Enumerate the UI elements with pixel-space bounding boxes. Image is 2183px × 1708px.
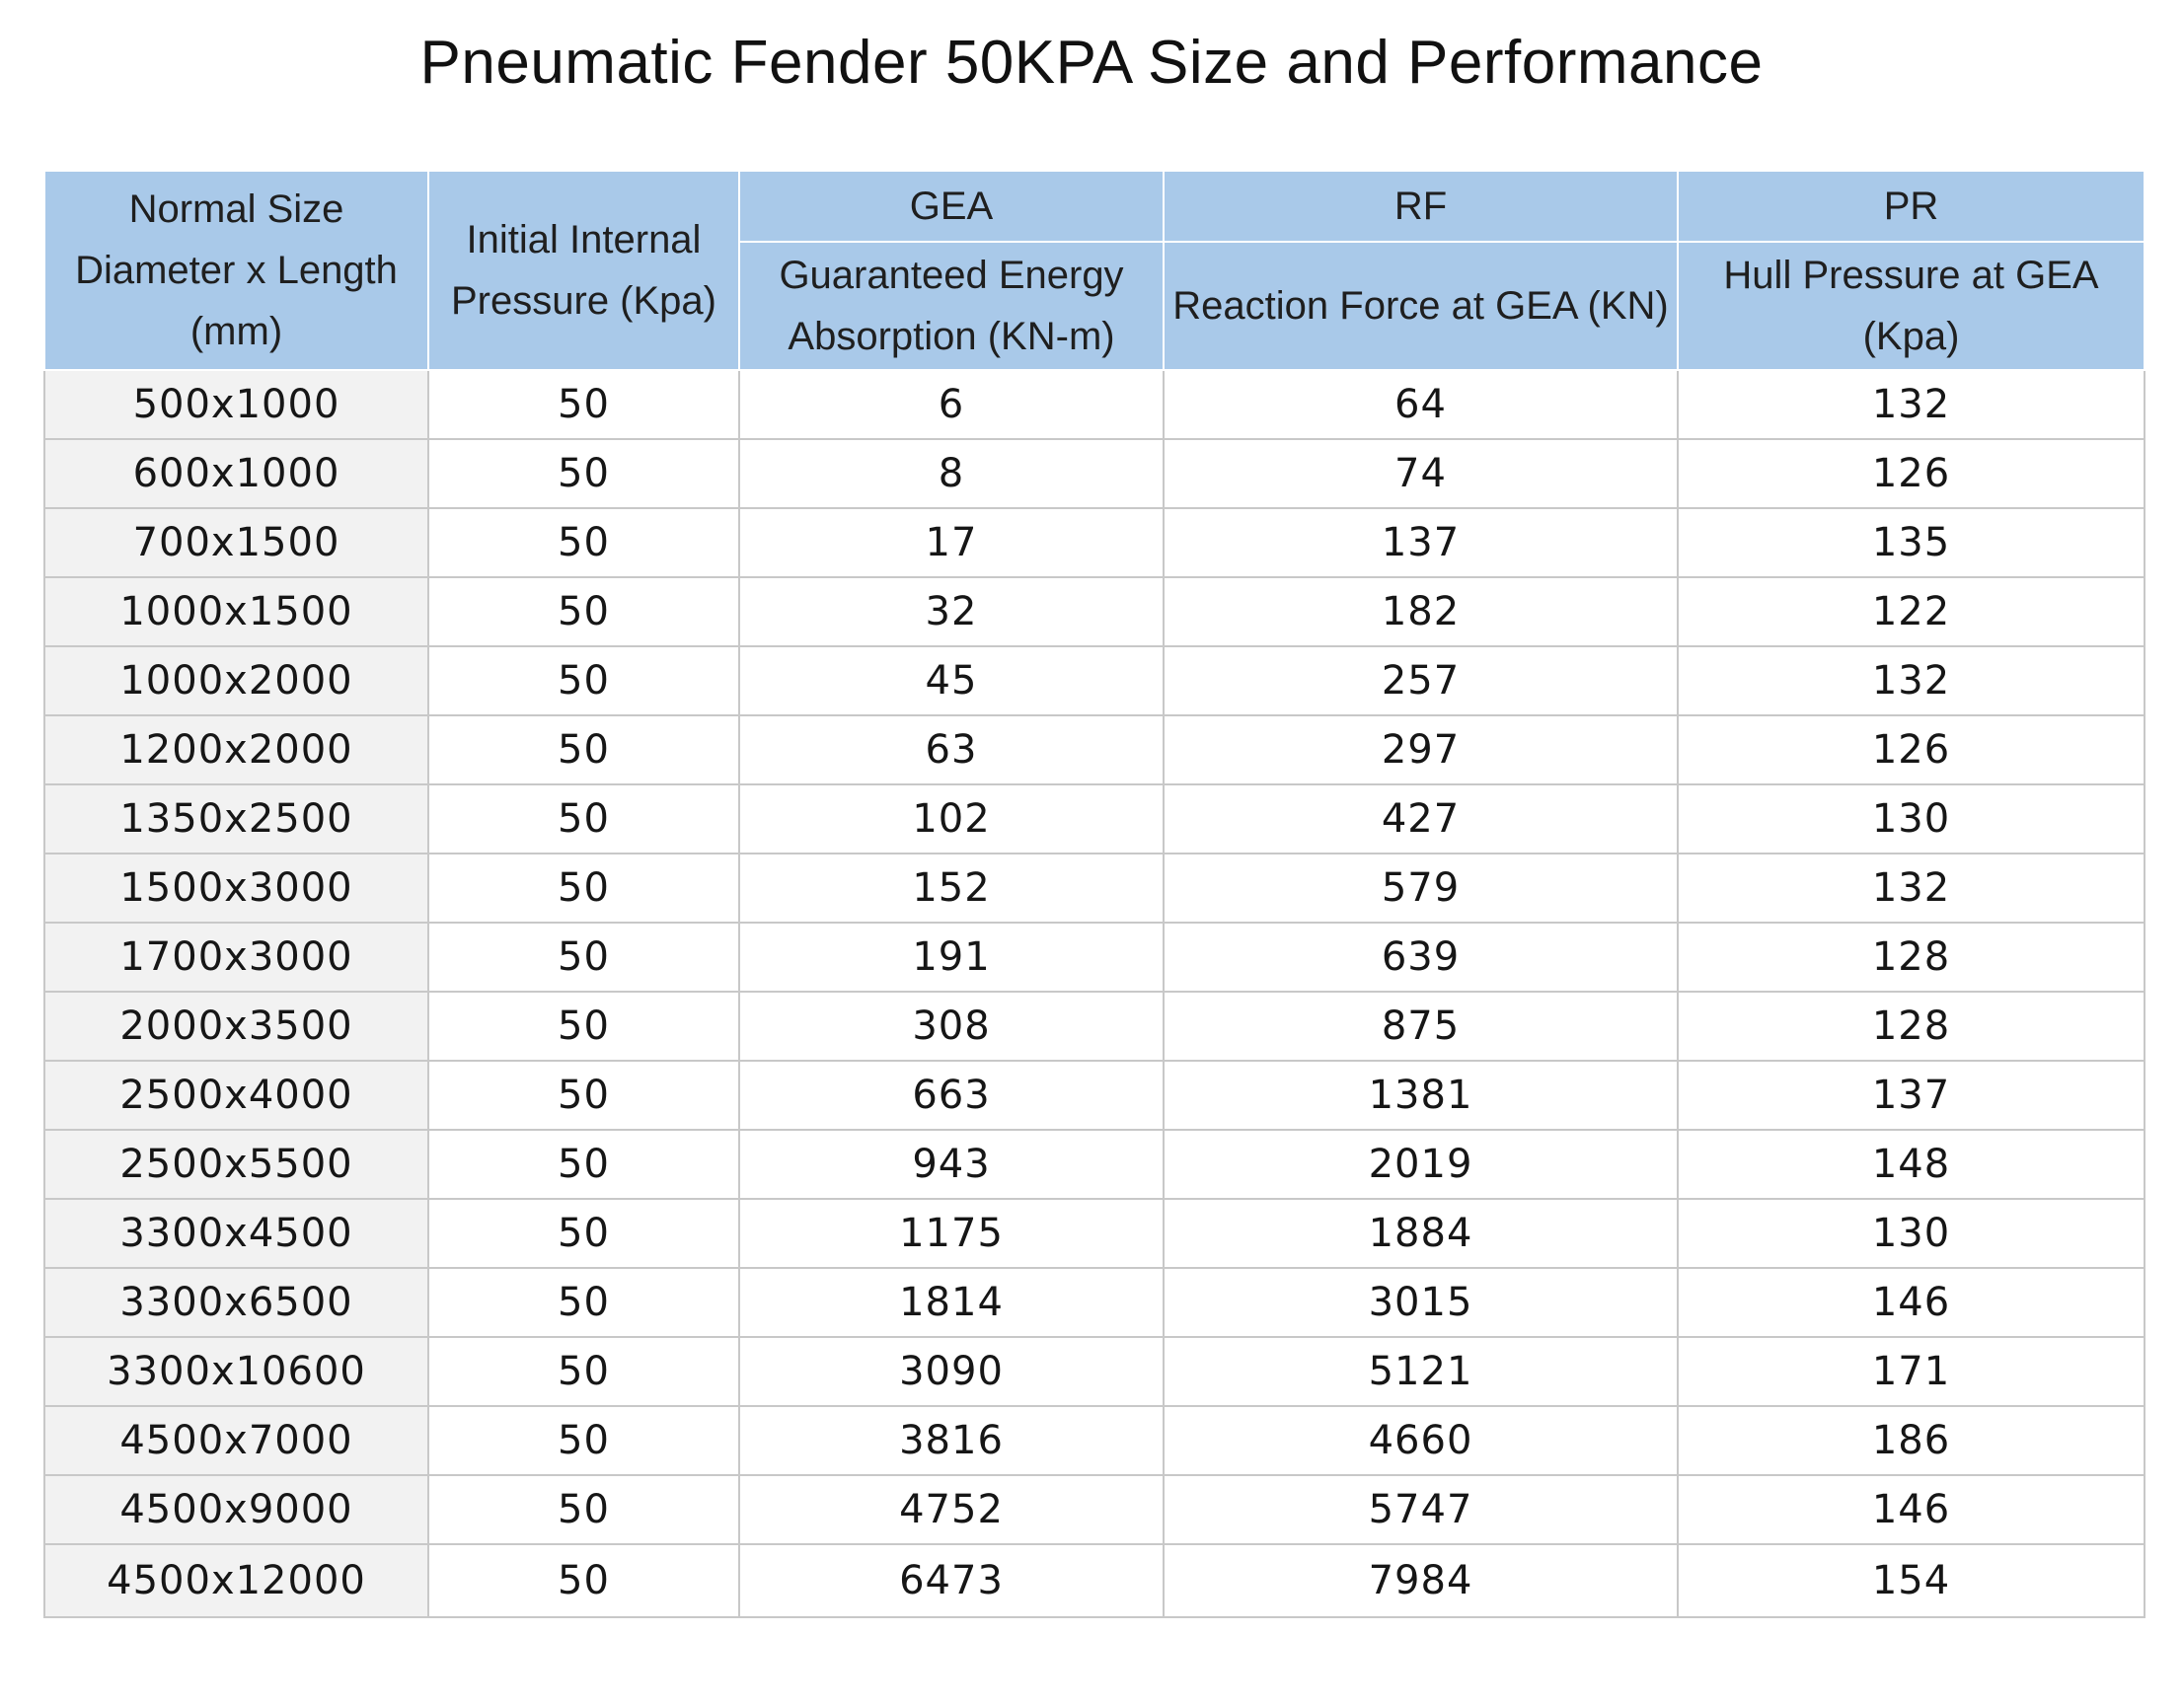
cell-initial-pressure: 50 <box>428 439 739 508</box>
table-row <box>44 854 2145 923</box>
cell-hull-pressure: 130 <box>1678 784 2145 854</box>
table-row <box>44 439 2145 508</box>
cell-initial-pressure: 50 <box>428 923 739 992</box>
cell-energy-absorption: 1814 <box>739 1268 1164 1337</box>
table-row <box>44 577 2145 646</box>
cell-size: 600x1000 <box>44 439 428 508</box>
cell-energy-absorption: 943 <box>739 1130 1164 1199</box>
cell-reaction-force: 137 <box>1164 508 1678 577</box>
table-row <box>44 715 2145 784</box>
cell-energy-absorption: 191 <box>739 923 1164 992</box>
table-row <box>44 1406 2145 1475</box>
cell-energy-absorption: 6473 <box>739 1544 1164 1617</box>
cell-initial-pressure: 50 <box>428 370 739 439</box>
cell-initial-pressure: 50 <box>428 1406 739 1475</box>
cell-hull-pressure: 126 <box>1678 715 2145 784</box>
cell-initial-pressure: 50 <box>428 715 739 784</box>
cell-reaction-force: 64 <box>1164 370 1678 439</box>
cell-size: 1500x3000 <box>44 854 428 923</box>
cell-hull-pressure: 135 <box>1678 508 2145 577</box>
cell-hull-pressure: 126 <box>1678 439 2145 508</box>
cell-energy-absorption: 152 <box>739 854 1164 923</box>
cell-hull-pressure: 132 <box>1678 370 2145 439</box>
cell-reaction-force: 257 <box>1164 646 1678 715</box>
cell-hull-pressure: 122 <box>1678 577 2145 646</box>
cell-reaction-force: 875 <box>1164 992 1678 1061</box>
cell-energy-absorption: 17 <box>739 508 1164 577</box>
cell-initial-pressure: 50 <box>428 646 739 715</box>
cell-initial-pressure: 50 <box>428 1268 739 1337</box>
cell-initial-pressure: 50 <box>428 1130 739 1199</box>
cell-size: 1000x2000 <box>44 646 428 715</box>
cell-hull-pressure: 130 <box>1678 1199 2145 1268</box>
table-row <box>44 1130 2145 1199</box>
table-header <box>44 171 2145 370</box>
cell-reaction-force: 579 <box>1164 854 1678 923</box>
cell-size: 4500x12000 <box>44 1544 428 1617</box>
header-reaction-force: Reaction Force at GEA (KN) <box>1164 242 1678 370</box>
cell-hull-pressure: 146 <box>1678 1268 2145 1337</box>
cell-reaction-force: 3015 <box>1164 1268 1678 1337</box>
header-pr-group: PR <box>1678 171 2145 242</box>
cell-size: 700x1500 <box>44 508 428 577</box>
table-row <box>44 1337 2145 1406</box>
cell-initial-pressure: 50 <box>428 1061 739 1130</box>
cell-reaction-force: 1381 <box>1164 1061 1678 1130</box>
cell-initial-pressure: 50 <box>428 1337 739 1406</box>
header-initial-pressure: Initial Internal Pressure (Kpa) <box>428 171 739 370</box>
cell-size: 1000x1500 <box>44 577 428 646</box>
cell-energy-absorption: 63 <box>739 715 1164 784</box>
cell-size: 4500x7000 <box>44 1406 428 1475</box>
cell-size: 2500x4000 <box>44 1061 428 1130</box>
cell-initial-pressure: 50 <box>428 577 739 646</box>
cell-hull-pressure: 132 <box>1678 646 2145 715</box>
cell-energy-absorption: 3816 <box>739 1406 1164 1475</box>
header-normal-size: Normal Size Diameter x Length (mm) <box>44 171 428 370</box>
cell-initial-pressure: 50 <box>428 854 739 923</box>
cell-size: 3300x10600 <box>44 1337 428 1406</box>
cell-hull-pressure: 146 <box>1678 1475 2145 1544</box>
cell-size: 500x1000 <box>44 370 428 439</box>
cell-initial-pressure: 50 <box>428 1544 739 1617</box>
header-energy-absorption: Guaranteed Energy Absorption (KN-m) <box>739 242 1164 370</box>
table-row <box>44 784 2145 854</box>
cell-reaction-force: 2019 <box>1164 1130 1678 1199</box>
cell-energy-absorption: 8 <box>739 439 1164 508</box>
table-body <box>44 370 2145 1617</box>
cell-size: 2500x5500 <box>44 1130 428 1199</box>
cell-size: 1700x3000 <box>44 923 428 992</box>
cell-reaction-force: 7984 <box>1164 1544 1678 1617</box>
cell-energy-absorption: 6 <box>739 370 1164 439</box>
cell-hull-pressure: 137 <box>1678 1061 2145 1130</box>
cell-size: 4500x9000 <box>44 1475 428 1544</box>
table-row <box>44 1199 2145 1268</box>
cell-reaction-force: 182 <box>1164 577 1678 646</box>
cell-reaction-force: 5747 <box>1164 1475 1678 1544</box>
cell-initial-pressure: 50 <box>428 1199 739 1268</box>
cell-initial-pressure: 50 <box>428 784 739 854</box>
cell-initial-pressure: 50 <box>428 508 739 577</box>
cell-initial-pressure: 50 <box>428 992 739 1061</box>
table-row <box>44 1061 2145 1130</box>
cell-size: 3300x6500 <box>44 1268 428 1337</box>
header-hull-pressure: Hull Pressure at GEA (Kpa) <box>1678 242 2145 370</box>
table-row <box>44 992 2145 1061</box>
cell-energy-absorption: 45 <box>739 646 1164 715</box>
cell-hull-pressure: 128 <box>1678 923 2145 992</box>
cell-size: 1350x2500 <box>44 784 428 854</box>
cell-energy-absorption: 1175 <box>739 1199 1164 1268</box>
fender-spec-table <box>43 170 2145 1618</box>
header-gea-group: GEA <box>739 171 1164 242</box>
cell-reaction-force: 74 <box>1164 439 1678 508</box>
table-row <box>44 370 2145 439</box>
cell-reaction-force: 5121 <box>1164 1337 1678 1406</box>
cell-energy-absorption: 32 <box>739 577 1164 646</box>
header-rf-group: RF <box>1164 171 1678 242</box>
cell-hull-pressure: 148 <box>1678 1130 2145 1199</box>
cell-initial-pressure: 50 <box>428 1475 739 1544</box>
cell-hull-pressure: 186 <box>1678 1406 2145 1475</box>
cell-hull-pressure: 171 <box>1678 1337 2145 1406</box>
cell-reaction-force: 1884 <box>1164 1199 1678 1268</box>
cell-size: 1200x2000 <box>44 715 428 784</box>
table-row <box>44 1268 2145 1337</box>
cell-reaction-force: 297 <box>1164 715 1678 784</box>
table-row <box>44 1475 2145 1544</box>
table-row <box>44 923 2145 992</box>
cell-energy-absorption: 3090 <box>739 1337 1164 1406</box>
table-row <box>44 508 2145 577</box>
cell-hull-pressure: 132 <box>1678 854 2145 923</box>
cell-size: 3300x4500 <box>44 1199 428 1268</box>
cell-energy-absorption: 308 <box>739 992 1164 1061</box>
cell-size: 2000x3500 <box>44 992 428 1061</box>
cell-energy-absorption: 663 <box>739 1061 1164 1130</box>
cell-energy-absorption: 4752 <box>739 1475 1164 1544</box>
table-row <box>44 1544 2145 1617</box>
page-title: Pneumatic Fender 50KPA Size and Performance <box>419 29 1764 97</box>
cell-hull-pressure: 154 <box>1678 1544 2145 1617</box>
table-row <box>44 646 2145 715</box>
cell-energy-absorption: 102 <box>739 784 1164 854</box>
cell-reaction-force: 427 <box>1164 784 1678 854</box>
cell-reaction-force: 639 <box>1164 923 1678 992</box>
cell-reaction-force: 4660 <box>1164 1406 1678 1475</box>
cell-hull-pressure: 128 <box>1678 992 2145 1061</box>
